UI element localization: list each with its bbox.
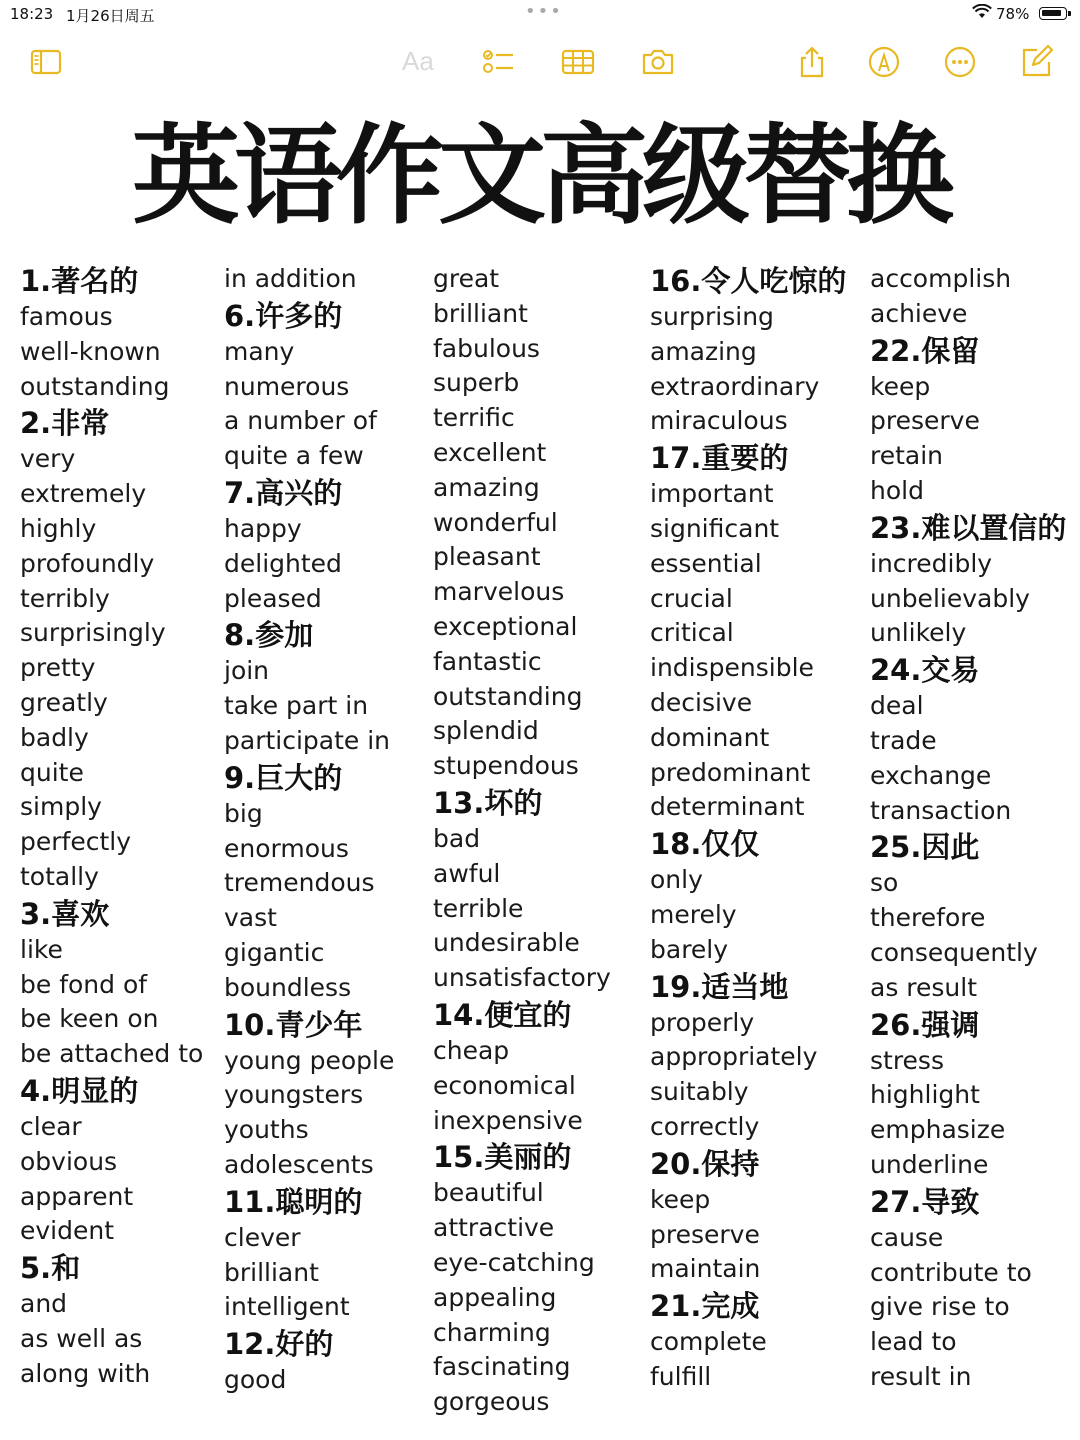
word-item: pleased: [224, 583, 322, 613]
word-item: extraordinary: [650, 371, 820, 401]
sidebar-toggle-icon[interactable]: [28, 44, 64, 80]
word-item: in addition: [224, 264, 357, 293]
word-item: many: [224, 336, 295, 366]
word-item: result in: [870, 1361, 972, 1391]
multitasking-dots-icon[interactable]: •••: [525, 1, 563, 22]
word-item: pleasant: [433, 542, 541, 572]
word-item: stupendous: [433, 751, 579, 781]
word-item: predominant: [650, 757, 811, 787]
word-item: hold: [870, 475, 924, 505]
word-item: surprisingly: [20, 618, 166, 648]
word-item: like: [20, 934, 63, 964]
word-item: clever: [224, 1222, 301, 1252]
word-item: evident: [20, 1216, 115, 1246]
section-heading: 7.高兴的: [224, 475, 343, 510]
word-item: delighted: [224, 548, 342, 578]
word-item: achieve: [870, 298, 968, 328]
word-item: badly: [20, 722, 89, 752]
word-item: crucial: [650, 583, 733, 613]
section-heading: 19.适当地: [650, 969, 789, 1004]
word-column-5: [870, 262, 1080, 1395]
word-item: vast: [224, 903, 277, 933]
word-item: properly: [650, 1007, 755, 1037]
word-item: correctly: [650, 1111, 760, 1141]
battery-icon: [1039, 7, 1067, 20]
share-icon[interactable]: [794, 44, 830, 80]
word-item: enormous: [224, 833, 349, 863]
word-item: highlight: [870, 1080, 980, 1110]
word-item: bad: [433, 823, 481, 853]
word-item: cheap: [433, 1035, 510, 1065]
section-heading: 5.和: [20, 1251, 81, 1286]
word-item: miraculous: [650, 406, 788, 436]
word-item: keep: [870, 371, 931, 401]
section-heading: 23.难以置信的: [870, 510, 1067, 545]
section-heading: 18.仅仅: [650, 827, 760, 862]
word-item: stress: [870, 1045, 944, 1075]
section-heading: 1.著名的: [20, 264, 139, 298]
word-item: outstanding: [20, 371, 170, 401]
word-item: young people: [224, 1045, 395, 1075]
word-item: undesirable: [433, 928, 580, 958]
word-item: suitably: [650, 1077, 749, 1107]
word-item: merely: [650, 899, 737, 929]
word-item: exceptional: [433, 611, 578, 641]
word-item: participate in: [224, 725, 391, 755]
word-item: significant: [650, 513, 780, 543]
markup-icon[interactable]: [866, 44, 902, 80]
word-item: join: [224, 656, 270, 686]
word-item: totally: [20, 861, 99, 891]
status-time: 18:23: [10, 5, 54, 23]
word-item: accomplish: [870, 264, 1012, 293]
word-item: terrible: [433, 893, 524, 923]
wifi-icon: [972, 4, 992, 24]
camera-icon[interactable]: [640, 44, 676, 80]
word-item: pretty: [20, 653, 96, 683]
word-item: wonderful: [433, 507, 558, 537]
word-item: maintain: [650, 1254, 761, 1284]
word-item: preserve: [870, 406, 980, 436]
section-heading: 20.保持: [650, 1146, 760, 1181]
word-item: consequently: [870, 937, 1038, 967]
word-item: good: [224, 1365, 287, 1395]
word-item: unlikely: [870, 618, 967, 648]
word-item: greatly: [20, 687, 108, 717]
section-heading: 24.交易: [870, 653, 980, 688]
more-options-icon[interactable]: [942, 44, 978, 80]
word-item: happy: [224, 513, 302, 543]
word-item: surprising: [650, 302, 774, 331]
word-item: terribly: [20, 583, 110, 613]
word-item: outstanding: [433, 681, 583, 711]
word-item: marvelous: [433, 577, 565, 607]
word-item: be fond of: [20, 969, 148, 999]
word-item: important: [650, 479, 774, 509]
word-item: youths: [224, 1115, 309, 1145]
word-item: retain: [870, 441, 944, 471]
section-heading: 14.便宜的: [433, 997, 572, 1032]
section-heading: 21.完成: [650, 1289, 760, 1324]
text-format-button[interactable]: Aa: [402, 46, 434, 76]
word-item: be attached to: [20, 1039, 204, 1069]
section-heading: 2.非常: [20, 406, 110, 441]
word-item: famous: [20, 302, 113, 331]
section-heading: 9.巨大的: [224, 760, 343, 795]
word-item: so: [870, 868, 899, 898]
word-item: perfectly: [20, 827, 131, 857]
section-heading: 8.参加: [224, 618, 314, 653]
word-item: fascinating: [433, 1352, 571, 1382]
section-heading: 13.坏的: [433, 785, 543, 820]
word-column-2: [224, 262, 440, 1398]
word-item: appealing: [433, 1282, 557, 1312]
word-item: unbelievably: [870, 583, 1030, 613]
word-item: keep: [650, 1184, 711, 1214]
word-item: clear: [20, 1111, 82, 1141]
word-item: inexpensive: [433, 1105, 583, 1135]
word-item: great: [433, 264, 500, 293]
word-item: take part in: [224, 691, 369, 721]
word-column-1: [20, 262, 236, 1392]
word-item: extremely: [20, 479, 147, 509]
word-item: well-known: [20, 336, 161, 366]
word-item: essential: [650, 548, 762, 578]
word-item: tremendous: [224, 868, 375, 898]
word-item: as result: [870, 972, 978, 1002]
word-item: cause: [870, 1222, 944, 1252]
word-item: charming: [433, 1317, 551, 1347]
word-column-4: [650, 262, 866, 1395]
word-item: quite a few: [224, 441, 364, 471]
word-item: intelligent: [224, 1292, 350, 1322]
word-item: highly: [20, 513, 97, 543]
word-item: adolescents: [224, 1149, 374, 1179]
word-item: complete: [650, 1327, 767, 1357]
word-item: determinant: [650, 792, 805, 822]
word-item: awful: [433, 858, 501, 888]
section-heading: 17.重要的: [650, 441, 789, 476]
word-item: decisive: [650, 687, 753, 717]
note-title: 英语作文高级替换: [131, 114, 948, 239]
word-item: obvious: [20, 1146, 118, 1176]
section-heading: 27.导致: [870, 1184, 980, 1219]
word-item: indispensible: [650, 653, 814, 683]
word-item: boundless: [224, 972, 352, 1002]
word-item: fabulous: [433, 333, 540, 363]
notes-toolbar: [0, 36, 1080, 86]
section-heading: 3.喜欢: [20, 896, 110, 931]
word-item: amazing: [433, 472, 540, 502]
word-item: underline: [870, 1149, 989, 1179]
word-item: emphasize: [870, 1115, 1006, 1145]
compose-icon[interactable]: [1018, 44, 1054, 80]
word-item: incredibly: [870, 548, 993, 578]
word-item: deal: [870, 691, 924, 721]
word-item: brilliant: [433, 298, 528, 328]
word-item: fulfill: [650, 1361, 712, 1391]
word-item: exchange: [870, 760, 992, 790]
word-item: superb: [433, 368, 520, 398]
word-item: as well as: [20, 1323, 143, 1353]
word-item: splendid: [433, 716, 539, 746]
word-item: transaction: [870, 795, 1012, 825]
word-item: therefore: [870, 903, 986, 933]
word-item: big: [224, 798, 263, 828]
section-heading: 22.保留: [870, 333, 980, 368]
word-item: terrific: [433, 403, 515, 433]
word-item: simply: [20, 792, 102, 822]
word-item: a number of: [224, 406, 377, 436]
word-column-3: [433, 262, 649, 1420]
word-item: unsatisfactory: [433, 963, 611, 993]
word-item: youngsters: [224, 1080, 364, 1110]
section-heading: 6.许多的: [224, 298, 343, 333]
section-heading: 4.明显的: [20, 1073, 139, 1108]
word-item: gigantic: [224, 937, 325, 967]
word-item: and: [20, 1289, 68, 1319]
section-heading: 15.美丽的: [433, 1140, 572, 1175]
section-heading: 26.强调: [870, 1007, 980, 1042]
word-item: lead to: [870, 1327, 957, 1357]
word-item: eye-catching: [433, 1247, 595, 1277]
word-item: trade: [870, 725, 937, 755]
section-heading: 11.聪明的: [224, 1184, 363, 1219]
word-item: attractive: [433, 1213, 555, 1243]
word-item: critical: [650, 618, 734, 648]
word-item: appropriately: [650, 1042, 818, 1072]
word-item: fantastic: [433, 646, 542, 676]
table-icon[interactable]: [560, 44, 596, 80]
word-item: preserve: [650, 1219, 760, 1249]
word-item: quite: [20, 757, 84, 787]
word-item: very: [20, 444, 76, 474]
status-bar: [0, 0, 1080, 28]
word-item: be keen on: [20, 1004, 159, 1034]
word-item: barely: [650, 934, 729, 964]
word-item: excellent: [433, 437, 547, 467]
word-item: contribute to: [870, 1257, 1032, 1287]
word-item: amazing: [650, 336, 757, 366]
word-item: gorgeous: [433, 1387, 550, 1417]
section-heading: 25.因此: [870, 830, 980, 865]
section-heading: 12.好的: [224, 1327, 334, 1362]
battery-percentage: 78%: [996, 5, 1030, 23]
word-item: numerous: [224, 371, 350, 401]
word-item: brilliant: [224, 1257, 319, 1287]
section-heading: 16.令人吃惊的: [650, 264, 847, 298]
checklist-icon[interactable]: [480, 44, 516, 80]
word-item: profoundly: [20, 548, 155, 578]
word-item: apparent: [20, 1181, 134, 1211]
word-item: give rise to: [870, 1292, 1010, 1322]
word-item: dominant: [650, 722, 770, 752]
word-item: only: [650, 865, 703, 895]
word-item: along with: [20, 1358, 151, 1388]
word-item: beautiful: [433, 1178, 544, 1208]
status-date: 1月26日周五: [66, 7, 155, 25]
word-item: economical: [433, 1070, 576, 1100]
section-heading: 10.青少年: [224, 1007, 363, 1042]
